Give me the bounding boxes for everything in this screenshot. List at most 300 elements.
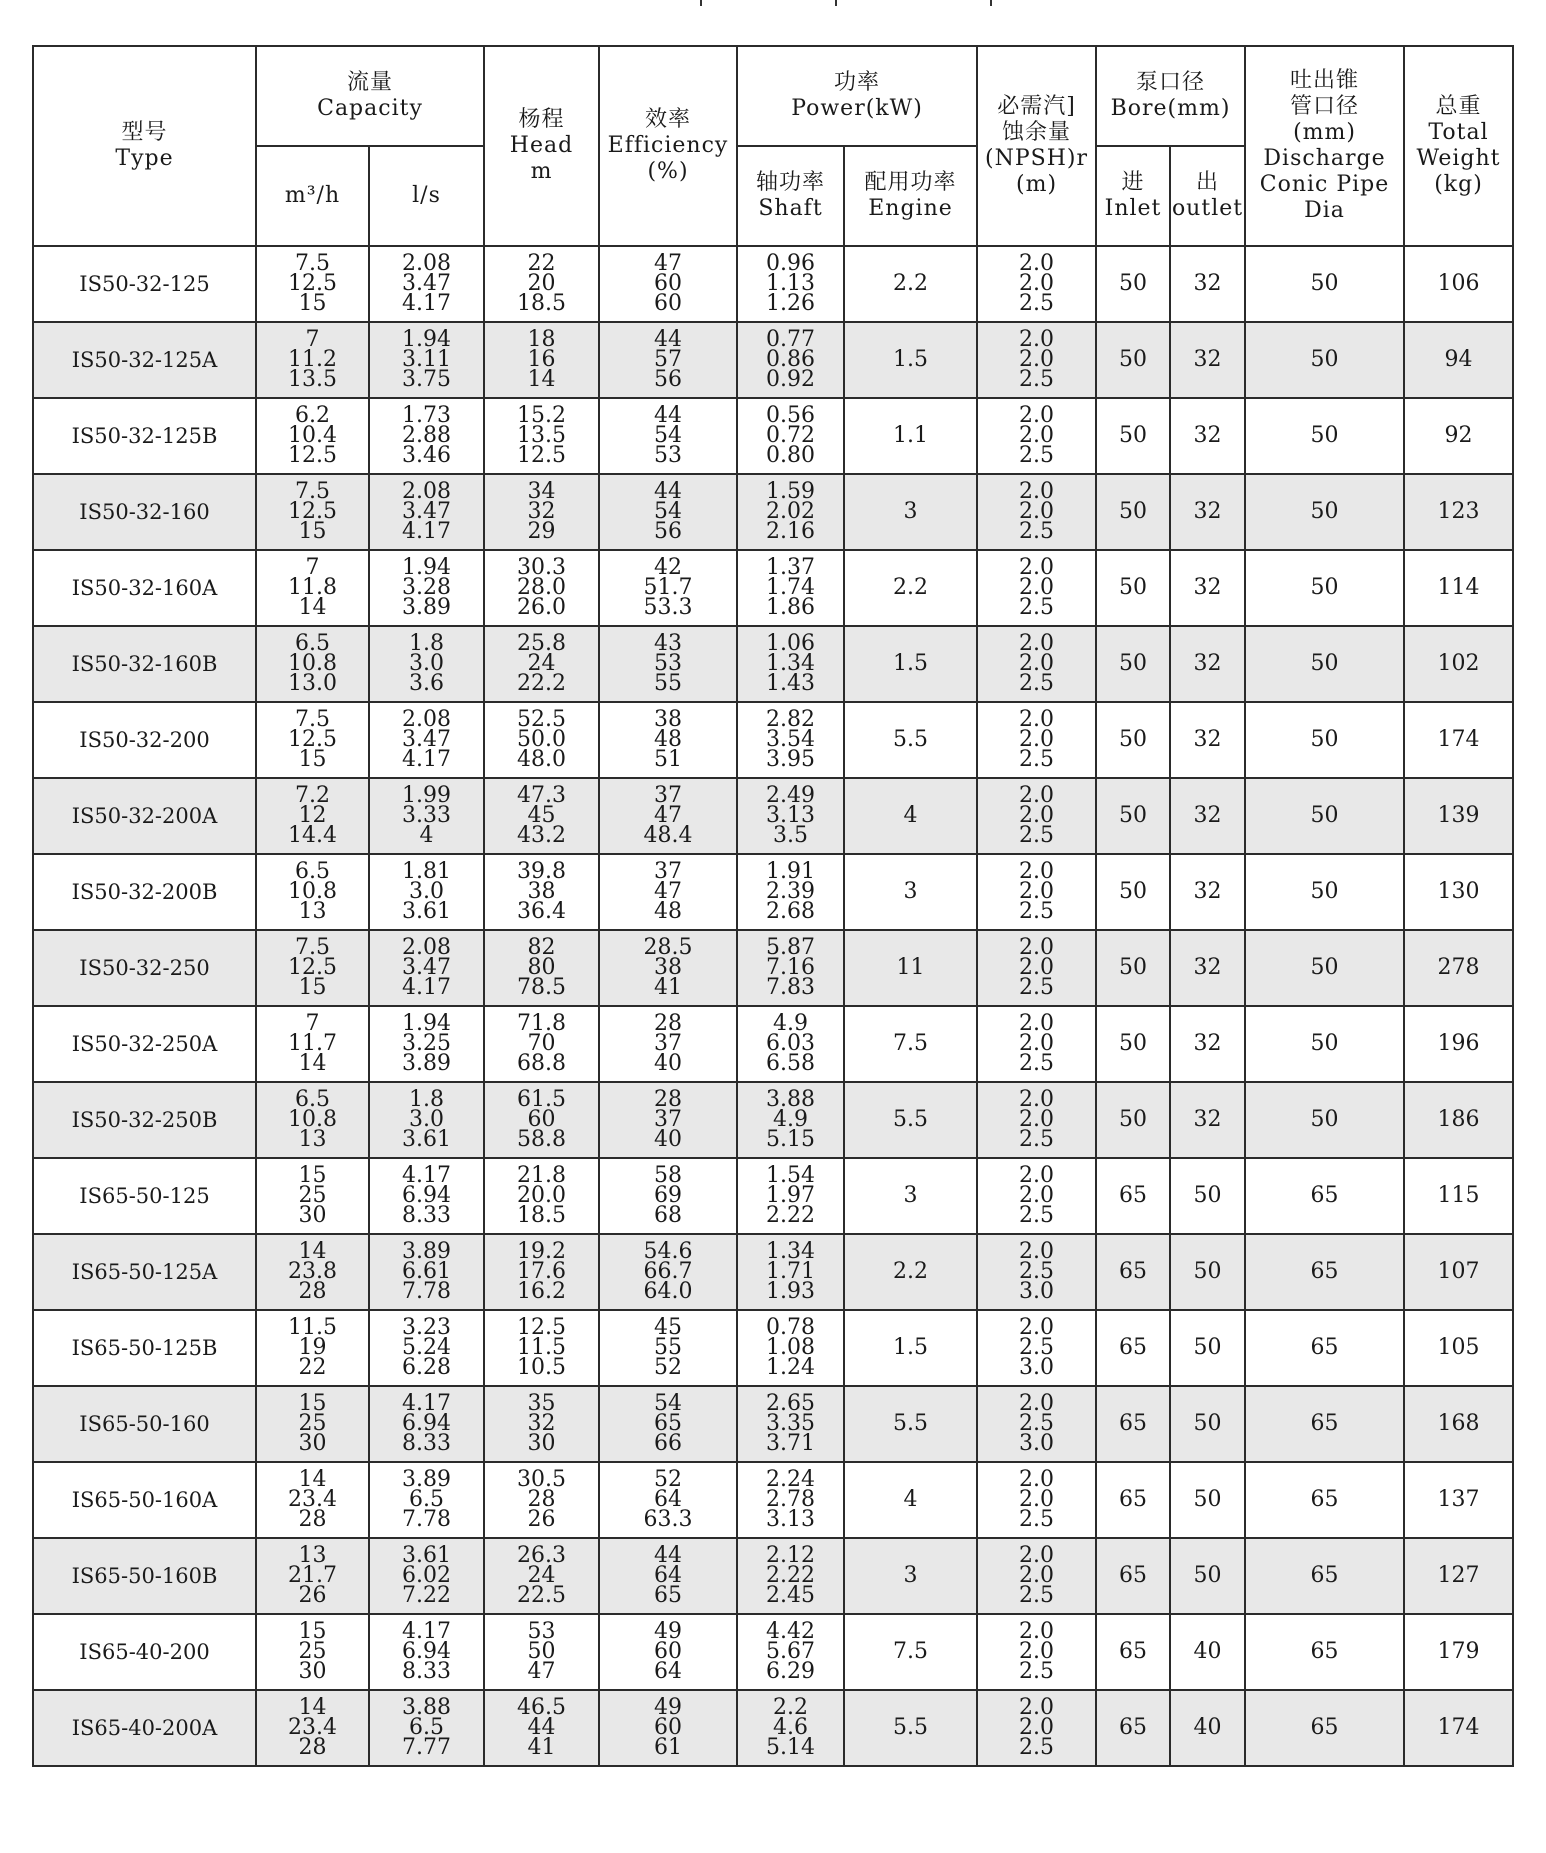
cell-outlet: 32 [1170,778,1245,854]
cell-capacity-m3h-value: 14 [298,1467,327,1492]
cell-capacity-m3h-value: 12.5 [288,271,337,296]
cell-capacity-m3h-value: 15 [298,519,327,544]
cell-efficiency-value: 66 [654,1431,682,1456]
cell-npsh-value: 2.5 [1019,1051,1055,1076]
cell-head [484,1538,599,1614]
cell-inlet: 65 [1096,1158,1170,1234]
cell-shaft-power-value: 5.87 [766,935,815,960]
cell-head-value: 22.2 [517,671,566,696]
cell-capacity-m3h-value: 13.0 [288,671,337,696]
cell-head-value: 78.5 [517,975,566,1000]
cell-discharge: 65 [1245,1462,1404,1538]
cell-head [484,1158,599,1234]
cell-weight: 106 [1404,246,1513,322]
cell-head-value: 28 [527,1487,556,1512]
cell-head [484,702,599,778]
cell-discharge: 65 [1245,1158,1404,1234]
cell-capacity-ls-value: 3.47 [402,727,451,752]
cell-efficiency-value: 68 [654,1203,682,1228]
cell-efficiency-value: 60 [654,271,682,296]
cell-capacity-ls-value: 4.17 [402,747,451,772]
cell-efficiency-value: 54 [654,499,682,524]
cell-efficiency [599,1158,737,1234]
cell-type: IS50-32-250A [33,1006,256,1082]
cell-efficiency-value: 48 [654,899,682,924]
cell-shaft-power-value: 1.43 [766,671,815,696]
cell-capacity-ls-value: 1.99 [402,783,451,808]
cell-shaft-power-value: 0.78 [766,1315,815,1340]
cell-head-value: 50 [527,1639,556,1664]
cell-capacity-ls-value: 2.08 [402,935,451,960]
cell-shaft-power [737,322,844,398]
cell-capacity-m3h [256,1462,369,1538]
cell-efficiency [599,398,737,474]
cell-npsh [977,1006,1096,1082]
cell-discharge: 50 [1245,854,1404,930]
cell-head [484,246,599,322]
cell-npsh [977,1310,1096,1386]
cell-npsh [977,1158,1096,1234]
cell-head-value: 58.8 [517,1127,566,1152]
cell-capacity-ls [369,1158,484,1234]
cell-inlet: 50 [1096,1082,1170,1158]
cell-type: IS50-32-160B [33,626,256,702]
cell-shaft-power-value: 1.24 [766,1355,815,1380]
cell-discharge: 50 [1245,702,1404,778]
cell-capacity-ls-value: 3.47 [402,271,451,296]
cell-capacity-ls-value: 4.17 [402,975,451,1000]
cell-inlet: 50 [1096,550,1170,626]
cell-head-value: 21.8 [517,1163,566,1188]
cell-capacity-m3h [256,778,369,854]
cell-npsh [977,550,1096,626]
table-row [33,1006,1513,1082]
table-row [33,398,1513,474]
cell-efficiency [599,778,737,854]
cell-shaft-power-value: 6.29 [766,1659,815,1684]
cell-capacity-ls-value: 8.33 [402,1659,451,1684]
col-header-shaft-power: 轴功率 Shaft [737,146,844,246]
cell-npsh [977,1614,1096,1690]
cell-efficiency-value: 38 [654,707,682,732]
cell-head-value: 30.3 [517,555,566,580]
cell-inlet: 50 [1096,322,1170,398]
cell-capacity-ls [369,1614,484,1690]
cell-capacity-ls-value: 1.94 [402,1011,451,1036]
cell-type: IS50-32-125 [33,246,256,322]
cell-efficiency [599,322,737,398]
cell-engine-power: 4 [844,1462,977,1538]
cell-npsh [977,398,1096,474]
cell-efficiency-value: 55 [654,1335,682,1360]
cell-shaft-power [737,398,844,474]
cell-efficiency-value: 51 [654,747,682,772]
cell-capacity-m3h [256,1614,369,1690]
cell-efficiency [599,1690,737,1766]
cell-head-value: 32 [527,1411,556,1436]
cell-efficiency-value: 56 [654,367,682,392]
cell-engine-power: 5.5 [844,1386,977,1462]
cell-capacity-m3h [256,1310,369,1386]
cell-efficiency-value: 66.7 [643,1259,693,1284]
cell-shaft-power-value: 6.03 [766,1031,815,1056]
cell-outlet: 50 [1170,1234,1245,1310]
cell-inlet: 50 [1096,1006,1170,1082]
cell-discharge: 50 [1245,474,1404,550]
cell-outlet: 32 [1170,702,1245,778]
cell-shaft-power-value: 0.72 [766,423,815,448]
cell-inlet: 50 [1096,474,1170,550]
cell-npsh-value: 2.5 [1019,519,1055,544]
cell-shaft-power-value: 3.35 [766,1411,815,1436]
cell-head-value: 61.5 [517,1087,566,1112]
cell-head [484,1462,599,1538]
cell-capacity-m3h-value: 14.4 [288,823,337,848]
cell-efficiency-value: 53.3 [643,595,693,620]
cell-npsh-value: 2.0 [1019,1467,1055,1492]
cell-shaft-power-value: 3.95 [766,747,815,772]
cell-efficiency-value: 52 [654,1355,682,1380]
cell-capacity-ls [369,854,484,930]
cell-efficiency-value: 54 [654,1391,682,1416]
cell-engine-power: 5.5 [844,702,977,778]
cell-head-value: 32 [527,499,556,524]
cell-capacity-ls-value: 2.08 [402,479,451,504]
cell-inlet: 50 [1096,398,1170,474]
cell-efficiency-value: 53 [654,651,682,676]
cell-efficiency-value: 28 [654,1011,682,1036]
cell-type: IS65-40-200A [33,1690,256,1766]
cell-efficiency-value: 54 [654,423,682,448]
col-header-capacity-ls: l/s [369,146,484,246]
cell-discharge: 50 [1245,778,1404,854]
cell-npsh-value: 2.0 [1019,499,1055,524]
cell-efficiency-value: 40 [654,1127,682,1152]
cell-head-value: 26.0 [517,595,566,620]
cell-npsh [977,854,1096,930]
cell-npsh-value: 2.0 [1019,1619,1055,1644]
cell-head [484,1690,599,1766]
cell-capacity-m3h-value: 6.2 [295,403,330,428]
cell-outlet: 32 [1170,246,1245,322]
cell-head-value: 10.5 [517,1355,566,1380]
cell-weight: 92 [1404,398,1513,474]
cell-shaft-power-value: 1.34 [766,1239,815,1264]
cell-efficiency-value: 47 [654,879,682,904]
cell-weight: 130 [1404,854,1513,930]
cell-head [484,1614,599,1690]
table-row [33,246,1513,322]
cell-shaft-power-value: 0.77 [766,327,815,352]
cell-inlet: 50 [1096,778,1170,854]
cell-head-value: 71.8 [517,1011,566,1036]
cell-outlet: 32 [1170,930,1245,1006]
cell-type: IS65-50-125B [33,1310,256,1386]
cell-efficiency-value: 37 [654,1031,682,1056]
cell-engine-power: 3 [844,1538,977,1614]
cell-capacity-ls-value: 3.61 [402,1127,451,1152]
cell-npsh-value: 2.0 [1019,1087,1055,1112]
cell-capacity-m3h-value: 6.5 [295,859,330,884]
cell-head [484,1082,599,1158]
cell-efficiency-value: 60 [654,1639,682,1664]
cell-weight: 94 [1404,322,1513,398]
cell-type: IS50-32-200B [33,854,256,930]
cell-engine-power: 3 [844,474,977,550]
table-row [33,1158,1513,1234]
cell-shaft-power-value: 4.9 [773,1107,808,1132]
cell-weight: 123 [1404,474,1513,550]
cell-efficiency [599,1006,737,1082]
cell-efficiency-value: 64 [654,1563,682,1588]
cell-capacity-m3h-value: 22 [298,1355,327,1380]
cell-capacity-ls [369,778,484,854]
cell-capacity-m3h-value: 30 [298,1431,327,1456]
cell-capacity-m3h [256,398,369,474]
cell-capacity-m3h [256,474,369,550]
cell-npsh-value: 2.5 [1019,291,1055,316]
cell-capacity-ls-value: 6.5 [409,1715,444,1740]
cell-capacity-ls-value: 3.0 [409,1107,444,1132]
cell-capacity-ls [369,626,484,702]
cell-npsh-value: 2.5 [1019,823,1055,848]
cell-capacity-m3h-value: 15 [298,291,327,316]
cell-npsh [977,778,1096,854]
cell-npsh-value: 2.0 [1019,251,1055,276]
table-row [33,854,1513,930]
cell-capacity-ls-value: 4.17 [402,519,451,544]
cell-engine-power: 1.5 [844,322,977,398]
cell-shaft-power [737,626,844,702]
cell-efficiency-value: 28.5 [643,935,693,960]
cell-discharge: 50 [1245,246,1404,322]
cell-efficiency [599,1310,737,1386]
cell-head-value: 18.5 [517,1203,566,1228]
cell-discharge: 65 [1245,1538,1404,1614]
cell-capacity-ls-value: 3.61 [402,899,451,924]
cell-inlet: 65 [1096,1690,1170,1766]
cell-engine-power: 2.2 [844,246,977,322]
cell-inlet: 50 [1096,246,1170,322]
cell-efficiency-value: 55 [654,671,682,696]
cell-shaft-power-value: 1.54 [766,1163,815,1188]
cell-efficiency [599,854,737,930]
cell-inlet: 65 [1096,1310,1170,1386]
cell-capacity-ls-value: 6.94 [402,1183,451,1208]
cell-efficiency [599,1234,737,1310]
cell-capacity-ls [369,1538,484,1614]
cell-head-value: 60 [527,1107,556,1132]
cell-capacity-ls-value: 3.46 [402,443,451,468]
cell-shaft-power-value: 2.2 [773,1695,808,1720]
cell-shaft-power-value: 2.68 [766,899,815,924]
cell-shaft-power-value: 1.08 [766,1335,815,1360]
cell-efficiency-value: 41 [654,975,682,1000]
cell-head-value: 26.3 [517,1543,566,1568]
cell-npsh [977,930,1096,1006]
cell-head-value: 34 [527,479,556,504]
cell-capacity-ls-value: 6.94 [402,1639,451,1664]
col-header-discharge: 吐出锥 管口径 (mm) Discharge Conic Pipe Dia [1245,46,1404,246]
cell-capacity-m3h [256,1082,369,1158]
cell-npsh-value: 2.5 [1019,747,1055,772]
col-header-engine-power: 配用功率 Engine [844,146,977,246]
cell-head-value: 24 [527,1563,556,1588]
cell-capacity-m3h-value: 7.5 [295,479,330,504]
cell-efficiency [599,1614,737,1690]
cell-capacity-m3h [256,1538,369,1614]
cell-capacity-ls-value: 1.81 [402,859,451,884]
cell-capacity-ls-value: 4.17 [402,291,451,316]
cell-discharge: 50 [1245,398,1404,474]
cell-outlet: 50 [1170,1310,1245,1386]
cell-weight: 196 [1404,1006,1513,1082]
cell-capacity-m3h [256,550,369,626]
cell-discharge: 50 [1245,930,1404,1006]
cell-capacity-ls-value: 8.33 [402,1431,451,1456]
cell-inlet: 50 [1096,930,1170,1006]
cell-head-value: 41 [527,1735,556,1760]
cell-capacity-m3h-value: 25 [298,1183,327,1208]
cell-npsh-value: 3.0 [1019,1355,1055,1380]
cell-capacity-m3h-value: 13.5 [288,367,337,392]
cell-efficiency [599,626,737,702]
cell-shaft-power-value: 1.93 [766,1279,815,1304]
cell-head-value: 44 [527,1715,556,1740]
cell-capacity-ls-value: 4.17 [402,1163,451,1188]
cell-shaft-power [737,1386,844,1462]
cell-capacity-m3h-value: 13 [298,1127,327,1152]
cell-capacity-ls-value: 3.89 [402,1239,451,1264]
cell-npsh [977,246,1096,322]
cell-type: IS50-32-160 [33,474,256,550]
cell-capacity-ls-value: 3.11 [402,347,451,372]
cell-shaft-power-value: 3.71 [766,1431,815,1456]
col-header-capacity-m3h: m³/h [256,146,369,246]
cell-shaft-power-value: 0.80 [766,443,815,468]
cell-weight: 278 [1404,930,1513,1006]
cell-capacity-ls-value: 6.28 [402,1355,451,1380]
cell-capacity-m3h-value: 12 [298,803,327,828]
col-header-power: 功率 Power(kW) [737,46,977,146]
cell-engine-power: 2.2 [844,550,977,626]
cell-shaft-power [737,1234,844,1310]
cell-head-value: 15.2 [517,403,566,428]
cell-capacity-m3h-value: 12.5 [288,727,337,752]
cell-engine-power: 1.5 [844,626,977,702]
cell-capacity-m3h-value: 7.5 [295,251,330,276]
cell-efficiency-value: 51.7 [643,575,693,600]
cell-type: IS65-50-160B [33,1538,256,1614]
cell-shaft-power-value: 3.88 [766,1087,815,1112]
cell-engine-power: 2.2 [844,1234,977,1310]
cell-shaft-power-value: 2.22 [766,1563,815,1588]
cell-head-value: 17.6 [517,1259,566,1284]
cell-capacity-m3h-value: 11.5 [288,1315,337,1340]
cell-efficiency [599,1538,737,1614]
cell-npsh-value: 2.0 [1019,935,1055,960]
cell-capacity-ls-value: 3.89 [402,1467,451,1492]
cell-shaft-power-value: 1.06 [766,631,815,656]
cell-outlet: 32 [1170,854,1245,930]
cell-shaft-power-value: 1.74 [766,575,815,600]
cell-head-value: 35 [527,1391,556,1416]
cell-capacity-m3h-value: 12.5 [288,955,337,980]
cell-shaft-power [737,550,844,626]
table-row [33,702,1513,778]
cell-capacity-m3h-value: 7.5 [295,707,330,732]
cell-efficiency-value: 64 [654,1659,682,1684]
cell-npsh [977,1690,1096,1766]
cell-capacity-m3h [256,854,369,930]
cell-npsh [977,1234,1096,1310]
cell-npsh-value: 3.0 [1019,1431,1055,1456]
table-row [33,1690,1513,1766]
table-row [33,1614,1513,1690]
cell-capacity-m3h [256,1386,369,1462]
cell-capacity-m3h-value: 25 [298,1639,327,1664]
cell-capacity-ls-value: 3.25 [402,1031,451,1056]
cell-capacity-m3h-value: 11.7 [288,1031,337,1056]
col-header-outlet: 出 outlet [1170,146,1245,246]
cell-capacity-m3h-value: 23.8 [288,1259,337,1284]
cell-capacity-ls [369,1386,484,1462]
cell-capacity-m3h-value: 25 [298,1411,327,1436]
table-row [33,1234,1513,1310]
cell-capacity-m3h [256,246,369,322]
cell-shaft-power-value: 4.6 [773,1715,808,1740]
cell-head-value: 47.3 [517,783,566,808]
cell-npsh [977,1538,1096,1614]
cell-efficiency [599,474,737,550]
cell-capacity-ls [369,246,484,322]
cell-weight: 115 [1404,1158,1513,1234]
cell-capacity-m3h-value: 7.2 [295,783,330,808]
cell-shaft-power [737,930,844,1006]
cell-npsh-value: 2.0 [1019,651,1055,676]
cell-type: IS65-40-200 [33,1614,256,1690]
cell-capacity-m3h [256,930,369,1006]
cell-capacity-m3h-value: 14 [298,1051,327,1076]
cell-shaft-power-value: 4.9 [773,1011,808,1036]
cell-efficiency-value: 49 [654,1695,682,1720]
cell-shaft-power-value: 3.54 [766,727,815,752]
cell-engine-power: 1.1 [844,398,977,474]
cell-efficiency-value: 65 [654,1411,682,1436]
cell-type: IS50-32-200 [33,702,256,778]
cell-capacity-m3h-value: 6.5 [295,631,330,656]
cell-efficiency-value: 28 [654,1087,682,1112]
cell-head-value: 28.0 [517,575,566,600]
cell-shaft-power [737,474,844,550]
cell-shaft-power-value: 1.59 [766,479,815,504]
cell-weight: 174 [1404,702,1513,778]
table-row [33,1310,1513,1386]
cell-engine-power: 5.5 [844,1690,977,1766]
cell-shaft-power-value: 1.86 [766,595,815,620]
cell-head-value: 50.0 [517,727,566,752]
cell-inlet: 65 [1096,1462,1170,1538]
cell-capacity-m3h-value: 23.4 [288,1487,337,1512]
cell-capacity-m3h-value: 7 [305,1011,320,1036]
cell-discharge: 50 [1245,626,1404,702]
cell-discharge: 65 [1245,1690,1404,1766]
cell-type: IS50-32-125A [33,322,256,398]
cell-capacity-ls-value: 1.8 [409,631,444,656]
cell-efficiency-value: 56 [654,519,682,544]
cell-npsh-value: 2.0 [1019,479,1055,504]
cell-capacity-m3h-value: 30 [298,1203,327,1228]
